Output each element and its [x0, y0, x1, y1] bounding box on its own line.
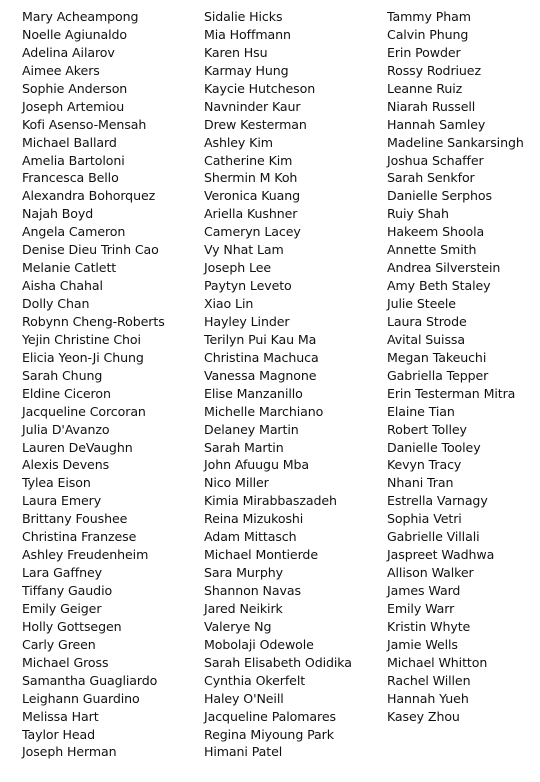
list-item: Leanne Ruiz: [387, 80, 463, 96]
list-item: Cynthia Okerfelt: [204, 672, 306, 688]
list-item: Xiao Lin: [204, 296, 254, 311]
list-item: Michael Montierde: [204, 547, 318, 563]
list-item: Nico Miller: [204, 475, 269, 491]
list-item: Danielle Tooley: [387, 439, 481, 455]
list-item: Delaney Martin: [204, 421, 299, 437]
name-column-2: [204, 8, 352, 761]
list-item: Ashley Kim: [204, 134, 273, 150]
list-item: Hakeem Shoola: [387, 224, 485, 240]
list-item: Sarah Chung: [22, 367, 103, 383]
list-item: Ashley Freudenheim: [22, 547, 149, 563]
list-item: Michael Ballard: [22, 134, 117, 150]
list-item: Ruiy Shah: [387, 206, 449, 222]
list-item: Noelle Agiunaldo: [22, 26, 128, 42]
list-item: Taylor Head: [22, 726, 95, 742]
list-item: Sophia Vetri: [387, 511, 462, 527]
list-item: Dolly Chan: [22, 296, 90, 311]
list-item: Rachel Willen: [387, 672, 471, 688]
list-item: Allison Walker: [387, 565, 474, 581]
list-item: Hannah Samley: [387, 116, 486, 132]
list-item: Robynn Cheng-Roberts: [22, 313, 165, 329]
list-item: James Ward: [387, 583, 461, 598]
list-item: Brittany Foushee: [22, 511, 128, 527]
list-item: Vy Nhat Lam: [204, 242, 284, 258]
list-item: Joseph Lee: [204, 260, 271, 276]
list-item: Drew Kesterman: [204, 116, 307, 132]
list-item: Francesca Bello: [22, 170, 119, 186]
list-item: Kristin Whyte: [387, 618, 471, 634]
list-item: Joseph Artemiou: [22, 98, 125, 114]
list-item: Rossy Rodriuez: [387, 62, 481, 78]
list-item: Adam Mittasch: [204, 529, 297, 545]
list-item: Danielle Serphos: [387, 188, 492, 204]
list-item: Terilyn Pui Kau Ma: [204, 331, 317, 347]
list-item: Valerye Ng: [204, 618, 272, 634]
list-item: Regina Miyoung Park: [204, 726, 334, 742]
list-item: Cameryn Lacey: [204, 224, 301, 240]
list-item: Kofi Asenso-Mensah: [22, 116, 147, 132]
list-item: Christina Franzese: [22, 529, 137, 545]
list-item: Niarah Russell: [387, 98, 476, 114]
list-item: Jared Neikirk: [204, 600, 283, 616]
list-item: Julie Steele: [387, 296, 456, 311]
list-item: Gabriella Tepper: [387, 367, 489, 383]
list-item: Joseph Herman: [22, 744, 117, 760]
list-item: Melanie Catlett: [22, 260, 117, 276]
list-item: Laura Strode: [387, 313, 467, 329]
list-item: Emily Warr: [387, 600, 455, 616]
list-item: Elicia Yeon-Ji Chung: [22, 349, 144, 365]
list-item: Jaspreet Wadhwa: [387, 547, 495, 563]
list-item: Lara Gaffney: [22, 565, 102, 581]
list-item: Reina Mizukoshi: [204, 511, 304, 527]
list-item: Jamie Wells: [387, 636, 458, 652]
list-item: Avital Suissa: [387, 331, 466, 347]
list-item: Kaycie Hutcheson: [204, 80, 316, 96]
name-column-3: [387, 8, 524, 726]
list-item: Emily Geiger: [22, 600, 102, 616]
list-item: Leighann Guardino: [22, 690, 140, 706]
list-item: Tiffany Gaudio: [22, 583, 113, 598]
list-item: Kevyn Tracy: [387, 457, 462, 473]
list-item: Denise Dieu Trinh Cao: [22, 242, 159, 258]
list-item: Elaine Tian: [387, 403, 455, 419]
list-item: Holly Gottsegen: [22, 618, 122, 634]
list-item: Christina Machuca: [204, 349, 319, 365]
list-item: Annette Smith: [387, 242, 477, 258]
list-item: Lauren DeVaughn: [22, 439, 133, 455]
list-item: Ariella Kushner: [204, 206, 298, 222]
list-item: John Afuugu Mba: [204, 457, 310, 473]
list-item: Sarah Martin: [204, 439, 284, 455]
list-item: Gabrielle Villali: [387, 529, 480, 545]
list-item: Sara Murphy: [204, 565, 283, 581]
list-item: Robert Tolley: [387, 421, 467, 437]
list-item: Eldine Ciceron: [22, 385, 111, 401]
list-item: Julia D'Avanzo: [22, 421, 110, 437]
list-item: Melissa Hart: [22, 708, 99, 724]
list-item: Sarah Senkfor: [387, 170, 475, 186]
list-item: Aisha Chahal: [22, 278, 103, 294]
list-item: Amy Beth Staley: [387, 278, 491, 294]
list-item: Haley O'Neill: [204, 690, 284, 706]
list-item: Kasey Zhou: [387, 708, 460, 724]
list-item: Sarah Elisabeth Odidika: [204, 654, 352, 670]
list-item: Hannah Yueh: [387, 690, 469, 706]
list-item: Michael Gross: [22, 654, 109, 670]
list-item: Erin Powder: [387, 44, 461, 60]
list-item: Shermin M Koh: [204, 170, 298, 186]
list-item: Alexandra Bohorquez: [22, 188, 156, 204]
list-item: Adelina Ailarov: [22, 44, 115, 60]
list-item: Samantha Guagliardo: [22, 672, 158, 688]
list-item: Michelle Marchiano: [204, 403, 324, 419]
list-item: Angela Cameron: [22, 224, 126, 240]
list-item: Jacqueline Corcoran: [22, 403, 146, 419]
list-item: Aimee Akers: [22, 62, 100, 78]
list-item: Yejin Christine Choi: [22, 331, 141, 347]
list-item: Veronica Kuang: [204, 188, 301, 204]
list-item: Jacqueline Palomares: [204, 708, 336, 724]
list-item: Tammy Pham: [387, 9, 471, 24]
list-item: Estrella Varnagy: [387, 493, 488, 509]
list-item: Madeline Sankarsingh: [387, 134, 524, 150]
list-item: Sidalie Hicks: [204, 9, 283, 24]
list-item: Karmay Hung: [204, 62, 289, 78]
list-item: Kimia Mirabbaszadeh: [204, 493, 337, 509]
list-item: Erin Testerman Mitra: [387, 385, 516, 401]
list-item: Calvin Phung: [387, 26, 469, 42]
list-item: Najah Boyd: [22, 206, 94, 222]
list-item: Andrea Silverstein: [387, 260, 501, 276]
list-item: Karen Hsu: [204, 44, 268, 60]
list-item: Mia Hoffmann: [204, 26, 291, 42]
list-item: Hayley Linder: [204, 313, 290, 329]
list-item: Alexis Devens: [22, 457, 110, 473]
list-item: Tylea Eison: [22, 475, 91, 491]
list-item: Elise Manzanillo: [204, 385, 303, 401]
list-item: Sophie Anderson: [22, 80, 128, 96]
name-column-1: [22, 8, 165, 761]
list-item: Vanessa Magnone: [204, 367, 317, 383]
list-item: Mobolaji Odewole: [204, 636, 314, 652]
list-item: Navninder Kaur: [204, 98, 301, 114]
list-item: Paytyn Leveto: [204, 278, 292, 294]
list-item: Megan Takeuchi: [387, 349, 487, 365]
list-item: Michael Whitton: [387, 654, 488, 670]
list-item: Shannon Navas: [204, 583, 301, 598]
list-item: Nhani Tran: [387, 475, 454, 491]
list-item: Joshua Schaffer: [387, 152, 484, 168]
list-item: Himani Patel: [204, 744, 283, 760]
list-item: Mary Acheampong: [22, 9, 139, 24]
list-item: Laura Emery: [22, 493, 102, 509]
list-item: Amelia Bartoloni: [22, 152, 125, 168]
list-item: Carly Green: [22, 636, 96, 652]
list-item: Catherine Kim: [204, 152, 293, 168]
